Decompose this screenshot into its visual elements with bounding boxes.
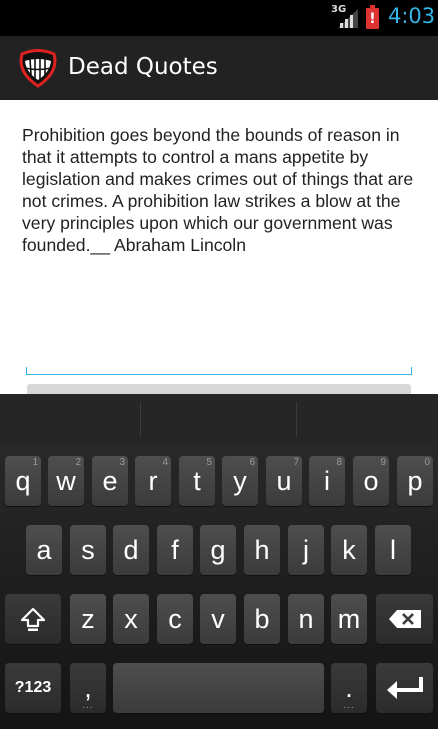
symbols-key[interactable] [5,663,61,713]
key-hint: 3 [119,457,125,468]
key-m[interactable] [331,594,367,644]
key-u[interactable] [266,456,302,506]
key-p[interactable] [397,456,433,506]
key-j[interactable] [288,525,324,575]
key-hint: 5 [206,457,212,468]
key-s[interactable] [70,525,106,575]
key-q[interactable] [5,456,41,506]
shift-key[interactable] [5,594,61,644]
grinning-mouth-icon[interactable] [16,48,60,90]
key-hint: 0 [424,457,430,468]
key-hint: 9 [380,457,386,468]
key-label: k [342,534,356,565]
key-y[interactable] [222,456,258,506]
key-label: p [407,465,423,496]
key-a[interactable] [26,525,62,575]
action-bar [0,36,438,100]
period-key[interactable] [331,663,367,713]
key-hint: 7 [293,457,299,468]
key-hint: 6 [249,457,255,468]
key-f[interactable] [157,525,193,575]
key-hint: 8 [336,457,342,468]
key-label: i [324,465,330,496]
key-w[interactable] [48,456,84,506]
more-options-dots: ... [82,700,94,711]
period-label: . [345,672,353,703]
app-title: Dead Quotes [68,54,218,80]
key-d[interactable] [113,525,149,575]
key-label: j [303,534,309,565]
button-top-edge[interactable] [27,384,411,394]
key-label: q [15,465,31,496]
key-hint: 1 [32,457,38,468]
key-o[interactable] [353,456,389,506]
battery-low-icon [366,5,379,29]
key-hint: 4 [162,457,168,468]
key-label: z [81,603,95,634]
comma-key[interactable] [70,663,106,713]
key-g[interactable] [200,525,236,575]
key-i[interactable] [309,456,345,506]
key-e[interactable] [92,456,128,506]
key-label: g [210,534,226,565]
key-label: h [254,534,270,565]
status-bar [0,0,438,36]
key-t[interactable] [179,456,215,506]
space-key[interactable] [113,663,324,713]
soft-keyboard [0,394,438,729]
enter-return-icon [385,675,425,701]
delete-key[interactable] [376,594,433,644]
key-label: s [81,534,95,565]
key-n[interactable] [288,594,324,644]
enter-key[interactable] [376,663,433,713]
text-field-underline[interactable] [26,367,412,375]
signal-icon [338,9,358,28]
suggestion-divider [296,402,297,436]
key-l[interactable] [375,525,411,575]
key-label: n [298,603,314,634]
key-hint: 2 [75,457,81,468]
key-r[interactable] [135,456,171,506]
key-label: a [36,534,52,565]
key-c[interactable] [157,594,193,644]
network-type: 3G [331,4,347,15]
content-area [0,100,438,394]
key-label: d [123,534,139,565]
backspace-icon [388,609,422,629]
symbols-label: ?123 [14,679,52,696]
key-label: c [168,603,182,634]
key-x[interactable] [113,594,149,644]
clock: 4:03 [388,4,436,28]
battery-warning-mark: ! [369,11,376,27]
more-options-dots: ... [343,700,355,711]
key-label: w [56,465,76,496]
key-label: r [148,465,158,496]
key-label: o [363,465,379,496]
key-label: f [171,534,179,565]
key-z[interactable] [70,594,106,644]
key-b[interactable] [244,594,280,644]
key-label: u [276,465,292,496]
comma-label: , [84,672,92,703]
shift-arrow-icon [20,607,46,631]
key-label: l [390,534,396,565]
key-label: x [124,603,138,634]
key-label: v [211,603,225,634]
key-label: b [254,603,270,634]
suggestion-divider [140,402,141,436]
quote-text[interactable]: Prohibition goes beyond the bounds of reason in that it attempts to control a mans appetite by legislation and makes crimes out of things that are not crimes. A prohibition law strikes a blow at the very principles upon which our government was founded.__ Abraham Lincoln [22,125,414,255]
key-label: e [102,465,118,496]
key-label: t [193,465,201,496]
key-label: y [233,465,247,496]
key-h[interactable] [244,525,280,575]
key-v[interactable] [200,594,236,644]
key-label: m [337,603,361,634]
key-k[interactable] [331,525,367,575]
suggestion-strip[interactable] [0,394,438,444]
